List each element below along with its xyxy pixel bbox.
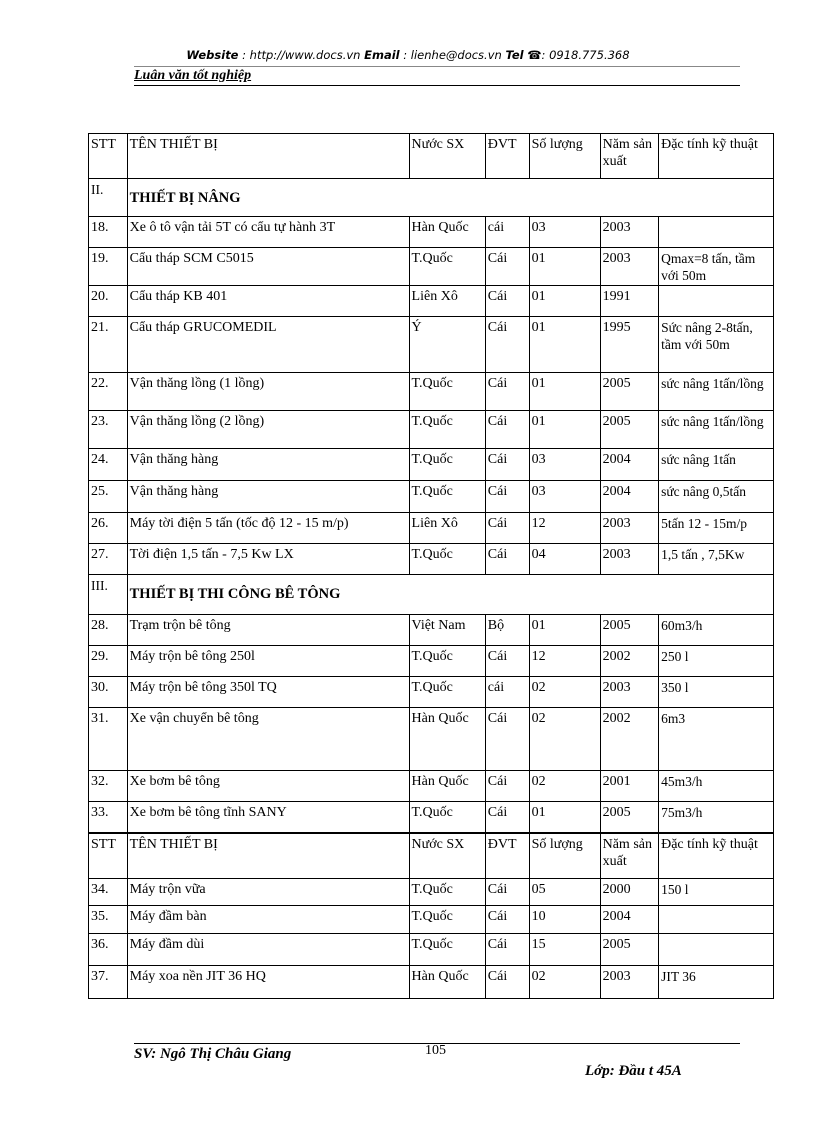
table-cell: 24. [89,449,128,481]
table-cell: Cái [485,373,529,411]
table-cell: 150 l [659,879,774,906]
table-cell: 01 [529,411,600,449]
table-cell: T.Quốc [409,934,485,966]
table-cell: Bộ [485,615,529,646]
table-cell: Máy tời điện 5 tấn (tốc độ 12 - 15 m/p) [127,513,409,544]
table-cell: 03 [529,481,600,513]
table-cell: Cái [485,411,529,449]
table-cell: 6m3 [659,708,774,771]
table-cell: Sức nâng 2-8tấn, tầm với 50m [659,317,774,373]
table-cell: cái [485,677,529,708]
table-cell: Hàn Quốc [409,708,485,771]
table-cell: 45m3/h [659,771,774,802]
table-cell: Liên Xô [409,513,485,544]
website-value: : http://www.docs.vn [238,48,365,62]
table-cell: 21. [89,317,128,373]
table-cell: Cái [485,966,529,999]
section-cell [127,575,773,615]
table-cell: Cái [485,317,529,373]
header-cell: TÊN THIẾT BỊ [127,134,409,179]
table-cell: Trạm trộn bê tông [127,615,409,646]
header-divider-thin [134,66,740,67]
header-website-line [0,48,816,62]
table-cell: 2000 [600,879,658,906]
table-row [89,286,774,317]
table-cell: Qmax=8 tấn, tầm với 50m [659,248,774,286]
table-cell: 60m3/h [659,615,774,646]
table-cell: Cái [485,544,529,575]
table-cell: 2003 [600,966,658,999]
equipment-table-1 [88,133,774,833]
table-cell: sức nâng 1tấn/lồng [659,411,774,449]
table-cell: Cái [485,248,529,286]
table-cell: 31. [89,708,128,771]
table-cell: Xe ô tô vận tải 5T có cẩu tự hành 3T [127,217,409,248]
table-row [89,513,774,544]
table-cell: 35. [89,906,128,934]
table-cell: 03 [529,449,600,481]
table-row [89,411,774,449]
footer-class: Lớp: Đầu t 45A [585,1063,682,1079]
header-cell: Năm sản xuất [600,834,658,879]
table-row [89,708,774,771]
table-cell: 29. [89,646,128,677]
table-row [89,934,774,966]
table-row [89,646,774,677]
table-row [89,248,774,286]
table-cell: T.Quốc [409,248,485,286]
table-cell: 02 [529,708,600,771]
table-cell: 01 [529,286,600,317]
table-cell: JIT 36 [659,966,774,999]
table-cell: Ý [409,317,485,373]
table-cell: Cẩu tháp GRUCOMEDIL [127,317,409,373]
table-cell: T.Quốc [409,677,485,708]
table-cell: Liên Xô [409,286,485,317]
table-header-row [89,134,774,179]
table-cell: Cẩu tháp KB 401 [127,286,409,317]
section-number: III. [89,575,128,615]
table-cell: 25. [89,481,128,513]
table-cell: Cái [485,513,529,544]
table-cell: Cái [485,771,529,802]
table-cell: T.Quốc [409,906,485,934]
table-cell: sức nâng 0,5tấn [659,481,774,513]
table-cell: 28. [89,615,128,646]
table-cell: 2003 [600,544,658,575]
table-cell: 1,5 tấn , 7,5Kw [659,544,774,575]
table-row [89,217,774,248]
table-cell: Máy đầm dùi [127,934,409,966]
table-cell: 2005 [600,934,658,966]
tel-label: Tel [505,48,524,62]
header-cell: Số lượng [529,834,600,879]
header-cell: Năm sản xuất [600,134,658,179]
footer-student-name: SV: Ngô Thị Châu Giang [134,1046,292,1062]
table-cell: sức nâng 1tấn [659,449,774,481]
table-cell: 2002 [600,708,658,771]
table-cell: 18. [89,217,128,248]
header-cell: STT [89,134,128,179]
header-cell: Đặc tính kỹ thuật [659,834,774,879]
table-cell: 20. [89,286,128,317]
table-row [89,544,774,575]
table-cell: Máy trộn vữa [127,879,409,906]
table-cell: 2005 [600,802,658,833]
table-cell: T.Quốc [409,411,485,449]
table-cell: Cái [485,934,529,966]
table-cell: T.Quốc [409,879,485,906]
page-header-title: Luân văn tốt nghiệp [134,68,252,83]
table-cell: 02 [529,966,600,999]
table-cell: 2003 [600,677,658,708]
table-header-row [89,834,774,879]
table-cell: 02 [529,771,600,802]
table-cell: Hàn Quốc [409,966,485,999]
header-cell: Nước SX [409,134,485,179]
tel-value: ☎: 0918.775.368 [523,48,630,62]
table-cell: Vận thăng hàng [127,481,409,513]
header-cell: Số lượng [529,134,600,179]
header-divider [134,85,740,86]
table-row [89,481,774,513]
header-cell: ĐVT [485,134,529,179]
table-cell: 32. [89,771,128,802]
table-cell: T.Quốc [409,481,485,513]
table-cell: T.Quốc [409,449,485,481]
table-cell: 2001 [600,771,658,802]
header-cell: ĐVT [485,834,529,879]
table-cell: Cái [485,879,529,906]
table-cell: 22. [89,373,128,411]
table-cell: 1995 [600,317,658,373]
table-row [89,879,774,906]
table-cell: Cẩu tháp SCM C5015 [127,248,409,286]
table-cell: 33. [89,802,128,833]
table-cell: 2005 [600,373,658,411]
table-cell: 2004 [600,449,658,481]
table-cell: Cái [485,802,529,833]
table-cell: 01 [529,615,600,646]
table-row [89,317,774,373]
header-cell: TÊN THIẾT BỊ [127,834,409,879]
section-number: II. [89,179,128,217]
equipment-table-2 [88,833,774,999]
table-cell: 12 [529,513,600,544]
table-cell: Máy xoa nền JIT 36 HQ [127,966,409,999]
table-cell: 75m3/h [659,802,774,833]
table-cell [659,934,774,966]
table-row [89,966,774,999]
table-cell: Vận thăng lồng (1 lồng) [127,373,409,411]
table-cell: 2003 [600,248,658,286]
table-cell: Máy đầm bàn [127,906,409,934]
table-cell: 350 l [659,677,774,708]
table-row [89,615,774,646]
table-cell: T.Quốc [409,544,485,575]
section-title: THIẾT BỊ THI CÔNG BÊ TÔNG [129,586,341,602]
table-cell: Máy trộn bê tông 350l TQ [127,677,409,708]
table-cell: 36. [89,934,128,966]
section-title: THIẾT BỊ NÂNG [129,190,241,206]
table-cell: Vận thăng hàng [127,449,409,481]
table-cell: Xe vận chuyển bê tông [127,708,409,771]
table-cell: 2005 [600,615,658,646]
table-cell: Xe bơm bê tông tĩnh SANY [127,802,409,833]
table-cell: 10 [529,906,600,934]
table-cell: 15 [529,934,600,966]
table-cell: 01 [529,317,600,373]
header-cell: Đặc tính kỹ thuật [659,134,774,179]
section-row [89,179,774,217]
table-cell: T.Quốc [409,373,485,411]
table-cell: Hàn Quốc [409,771,485,802]
table-cell: 2004 [600,481,658,513]
table-cell: 2003 [600,513,658,544]
table-cell: 37. [89,966,128,999]
table-cell: Cái [485,646,529,677]
table-cell: 5tấn 12 - 15m/p [659,513,774,544]
table-cell: T.Quốc [409,802,485,833]
table-cell: sức nâng 1tấn/lồng [659,373,774,411]
table-cell: Cái [485,481,529,513]
table-cell: 12 [529,646,600,677]
table-cell: Tời điện 1,5 tấn - 7,5 Kw LX [127,544,409,575]
table-cell: Cái [485,449,529,481]
table-cell: 2003 [600,217,658,248]
table-row [89,449,774,481]
table-row [89,677,774,708]
table-cell: 250 l [659,646,774,677]
table-cell: 19. [89,248,128,286]
table-row [89,906,774,934]
table-row [89,771,774,802]
table-cell: T.Quốc [409,646,485,677]
table-cell: Cái [485,286,529,317]
table-row [89,373,774,411]
email-value: : lienhe@docs.vn [399,48,506,62]
table-cell: 23. [89,411,128,449]
table-cell: 2002 [600,646,658,677]
table-cell: 05 [529,879,600,906]
table-cell [659,906,774,934]
table-cell: 2005 [600,411,658,449]
table-row [89,802,774,833]
header-cell: STT [89,834,128,879]
table-cell: 34. [89,879,128,906]
header-cell: Nước SX [409,834,485,879]
table-cell: 01 [529,373,600,411]
table-cell: Vận thăng lồng (2 lồng) [127,411,409,449]
table-cell: Việt Nam [409,615,485,646]
table-cell: 03 [529,217,600,248]
website-label: Website [186,48,239,62]
email-label: Email [364,48,400,62]
table-cell: 04 [529,544,600,575]
table-cell: 27. [89,544,128,575]
table-cell [659,217,774,248]
table-cell: 02 [529,677,600,708]
table-cell: 30. [89,677,128,708]
table-cell: 1991 [600,286,658,317]
table-cell: 01 [529,802,600,833]
table-cell: Cái [485,906,529,934]
section-cell [127,179,773,217]
table-cell: Hàn Quốc [409,217,485,248]
table-cell: 01 [529,248,600,286]
section-row [89,575,774,615]
table-cell: 2004 [600,906,658,934]
table-cell: Xe bơm bê tông [127,771,409,802]
table-cell: 26. [89,513,128,544]
page-number: 105 [425,1043,446,1058]
table-cell: Máy trộn bê tông 250l [127,646,409,677]
table-cell: Cái [485,708,529,771]
table-cell: cái [485,217,529,248]
table-cell [659,286,774,317]
